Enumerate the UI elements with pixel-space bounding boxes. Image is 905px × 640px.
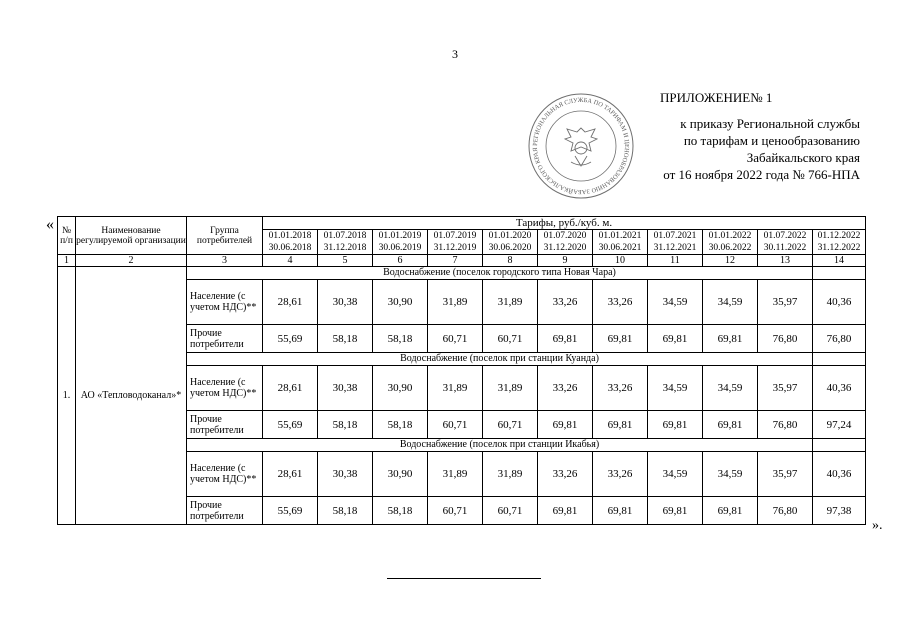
period-end: 30.06.2022 [708,243,752,253]
tariff-value: 31,89 [483,280,538,325]
order-line: по тарифам и ценообразованию [683,133,860,148]
period-end: 30.06.2018 [268,243,312,253]
tariff-value: 69,81 [703,411,758,439]
tariff-table [57,216,866,525]
column-number: 12 [703,255,758,267]
tariff-value: 30,90 [373,366,428,411]
tariff-value: 69,81 [593,411,648,439]
column-number: 8 [483,255,538,267]
period-start: 01.01.2021 [598,231,642,241]
period-header [648,230,703,255]
tariff-value: 30,38 [318,452,373,497]
order-line: к приказу Региональной службы [680,116,860,131]
tariff-value: 58,18 [373,325,428,353]
period-header [593,230,648,255]
tariff-value: 34,59 [648,280,703,325]
tariff-value: 58,18 [318,497,373,525]
header-number: № п/п [58,217,76,255]
tariff-value: 35,97 [758,280,813,325]
tariff-value: 60,71 [428,497,483,525]
tariff-value: 69,81 [593,325,648,353]
tariff-value: 28,61 [263,452,318,497]
appendix-title: ПРИЛОЖЕНИЕ№ 1 [660,90,773,105]
period-end: 30.06.2021 [598,243,642,253]
column-number: 3 [187,255,263,267]
order-reference [570,115,860,183]
consumer-group: Население (с учетом НДС)** [187,452,263,497]
period-start: 01.07.2020 [543,231,587,241]
consumer-group: Прочие потребители [187,411,263,439]
tariff-value: 33,26 [593,366,648,411]
column-number: 4 [263,255,318,267]
tariff-value: 40,36 [813,366,866,411]
tariff-value: 33,26 [593,452,648,497]
tariff-value: 28,61 [263,280,318,325]
tariff-value: 69,81 [648,497,703,525]
consumer-group: Население (с учетом НДС)** [187,280,263,325]
tariff-value: 30,38 [318,366,373,411]
opening-quote: « [46,216,54,233]
period-header [263,230,318,255]
footnote-divider [387,578,541,579]
period-end: 31.12.2018 [323,243,367,253]
tariff-value: 69,81 [648,411,703,439]
period-end: 31.12.2021 [653,243,697,253]
tariff-value: 35,97 [758,452,813,497]
tariff-value: 58,18 [373,497,428,525]
tariff-value: 35,97 [758,366,813,411]
column-number: 1 [58,255,76,267]
period-end: 31.12.2019 [433,243,477,253]
tariff-value: 31,89 [483,366,538,411]
tariff-value: 60,71 [428,411,483,439]
tariff-value: 76,80 [758,325,813,353]
period-header [373,230,428,255]
tariff-value: 69,81 [703,325,758,353]
period-end: 31.12.2022 [817,243,861,253]
section-title: Водоснабжение (поселок при станции Куанда) [187,353,813,366]
tariff-value: 60,71 [483,497,538,525]
period-header [483,230,538,255]
period-end: 30.11.2022 [763,243,807,253]
section-spacer [813,267,866,280]
tariff-value: 76,80 [813,325,866,353]
column-number-row [58,255,866,267]
period-header [703,230,758,255]
period-start: 01.01.2020 [488,231,532,241]
tariff-value: 34,59 [703,366,758,411]
tariff-value: 28,61 [263,366,318,411]
tariff-value: 58,18 [318,411,373,439]
tariff-value: 69,81 [538,411,593,439]
period-start: 01.07.2021 [653,231,697,241]
tariff-value: 31,89 [428,280,483,325]
section-spacer [813,353,866,366]
period-header [758,230,813,255]
tariff-value: 33,26 [538,280,593,325]
tariff-value: 40,36 [813,452,866,497]
consumer-group: Прочие потребители [187,325,263,353]
tariff-value: 97,24 [813,411,866,439]
header-organization: Наименование регулируемой организации [76,217,187,255]
consumer-group: Население (с учетом НДС)** [187,366,263,411]
tariff-value: 60,71 [483,411,538,439]
column-number: 13 [758,255,813,267]
tariff-value: 58,18 [373,411,428,439]
tariff-value: 69,81 [648,325,703,353]
tariff-value: 69,81 [538,325,593,353]
organization-name: АО «Тепловодоканал»* [76,267,187,525]
tariff-value: 76,80 [758,497,813,525]
tariff-value: 34,59 [703,280,758,325]
tariff-value: 31,89 [428,452,483,497]
tariff-value: 55,69 [263,497,318,525]
period-start: 01.01.2018 [268,231,312,241]
page-number: 3 [452,47,458,61]
period-end: 31.12.2020 [543,243,587,253]
section-row [58,267,866,280]
column-number: 9 [538,255,593,267]
tariff-value: 55,69 [263,325,318,353]
period-end: 30.06.2019 [378,243,422,253]
period-start: 01.12.2022 [817,231,861,241]
tariff-value: 69,81 [538,497,593,525]
period-header [538,230,593,255]
tariff-value: 76,80 [758,411,813,439]
tariff-value: 34,59 [703,452,758,497]
header-tariffs: Тарифы, руб./куб. м. [263,217,866,230]
period-end: 30.06.2020 [488,243,532,253]
period-header [318,230,373,255]
column-number: 5 [318,255,373,267]
period-start: 01.07.2018 [323,231,367,241]
tariff-value: 60,71 [428,325,483,353]
period-start: 01.01.2022 [708,231,752,241]
column-number: 7 [428,255,483,267]
header-row [58,217,866,230]
period-start: 01.07.2019 [433,231,477,241]
consumer-group: Прочие потребители [187,497,263,525]
section-title: Водоснабжение (поселок при станции Икабья) [187,439,813,452]
tariff-value: 34,59 [648,452,703,497]
tariff-value: 33,26 [538,452,593,497]
column-number: 6 [373,255,428,267]
tariff-value: 33,26 [593,280,648,325]
tariff-value: 31,89 [428,366,483,411]
closing-quote: ». [872,518,883,533]
header-consumer-group: Группа потребителей [187,217,263,255]
period-header [813,230,866,255]
tariff-value: 69,81 [593,497,648,525]
tariff-value: 55,69 [263,411,318,439]
period-start: 01.07.2022 [763,231,807,241]
tariff-value: 58,18 [318,325,373,353]
seal-text: РЕГИОНАЛЬНАЯ СЛУЖБА ПО ТАРИФАМ И ЦЕНООБРАЗОВАНИЮ ЗАБАЙКАЛЬСКОГО КРАЯ [531,96,631,196]
tariff-value: 30,90 [373,280,428,325]
tariff-value: 60,71 [483,325,538,353]
section-title: Водоснабжение (поселок городского типа Новая Чара) [187,267,813,280]
order-line: от 16 ноября 2022 года № 766-НПА [663,167,860,182]
column-number: 2 [76,255,187,267]
tariff-value: 30,90 [373,452,428,497]
column-number: 10 [593,255,648,267]
tariff-value: 40,36 [813,280,866,325]
tariff-value: 97,38 [813,497,866,525]
column-number: 11 [648,255,703,267]
tariff-value: 30,38 [318,280,373,325]
tariff-value: 69,81 [703,497,758,525]
tariff-value: 34,59 [648,366,703,411]
tariff-value: 31,89 [483,452,538,497]
section-spacer [813,439,866,452]
row-number: 1. [58,267,76,525]
period-start: 01.01.2019 [378,231,422,241]
period-header [428,230,483,255]
column-number: 14 [813,255,866,267]
order-line: Забайкальского края [746,150,860,165]
tariff-value: 33,26 [538,366,593,411]
